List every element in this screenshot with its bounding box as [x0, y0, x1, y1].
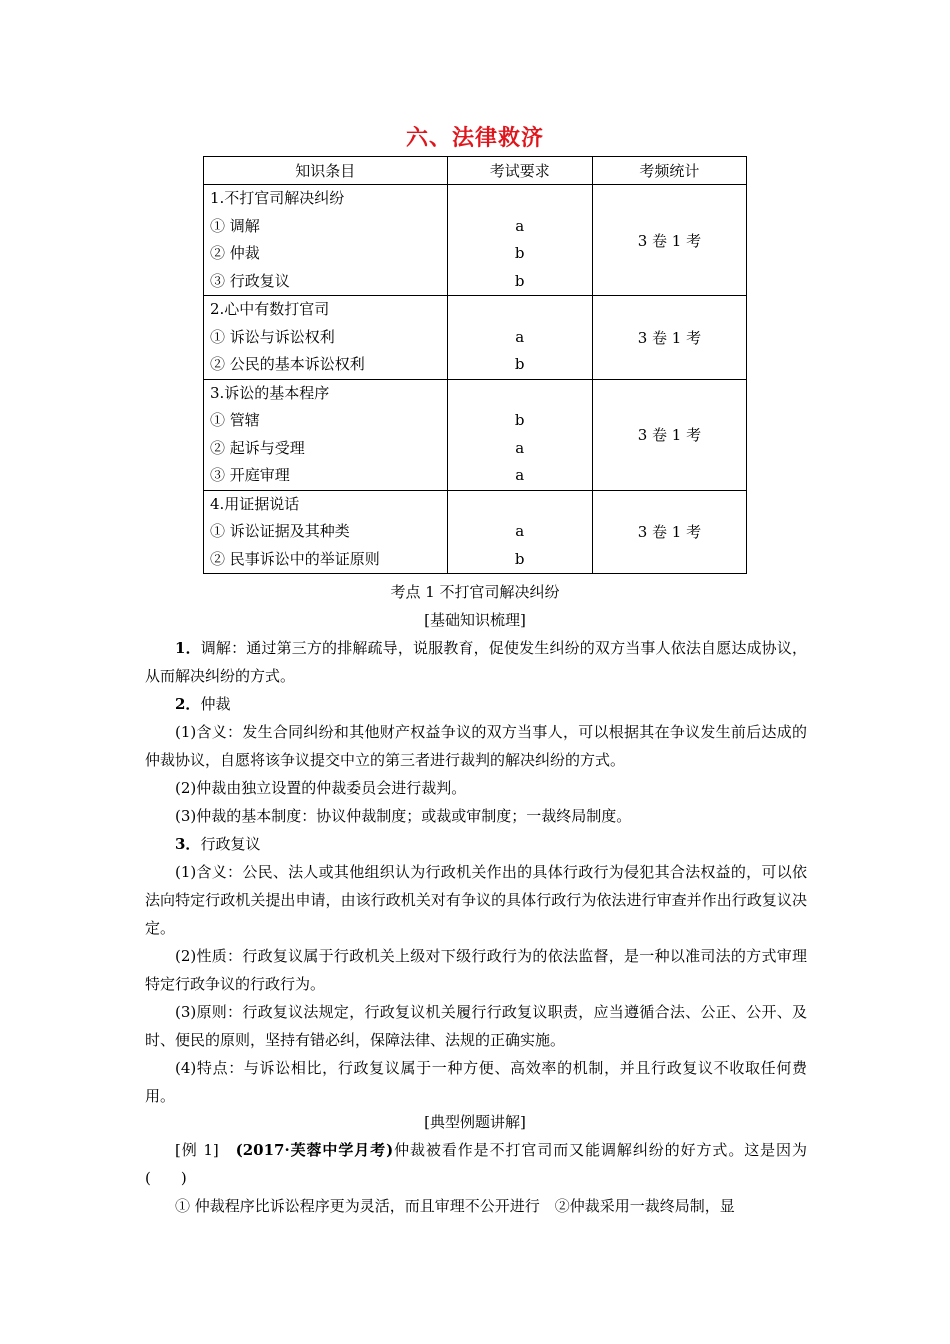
requirement	[448, 380, 592, 408]
header-knowledge: 知识条目	[204, 157, 448, 185]
paragraph-number: 2．	[175, 695, 201, 713]
paragraph-mediation	[145, 634, 807, 690]
requirement: a	[515, 466, 525, 484]
items-cell	[204, 296, 448, 380]
frequency-cell: 3 卷 1 考	[592, 185, 746, 296]
requirement-cell	[447, 185, 592, 296]
section-examples: [典型例题讲解]	[424, 1113, 526, 1131]
example-question	[145, 1136, 807, 1192]
paragraph-text: 行政复议	[200, 835, 261, 853]
table-row	[204, 296, 747, 380]
requirement: a	[515, 522, 525, 540]
requirement: a	[515, 216, 525, 235]
item: ① 调解	[210, 216, 260, 235]
requirement-cell	[447, 490, 592, 574]
paragraph-arbitration-heading	[145, 690, 807, 718]
paragraph-text: 调解：通过第三方的排解疏导，说服教育，促使发生纠纷的双方当事人依法自愿达成协议，从而解决纠纷的方式。	[145, 639, 807, 685]
requirement: b	[514, 244, 525, 262]
paragraph-arbitration-system: (3)仲裁的基本制度：协议仲裁制度；或裁或审制度；一裁终局制度。	[175, 807, 632, 825]
paragraph-review-heading	[145, 830, 807, 858]
requirement: b	[514, 271, 525, 290]
item: ② 民事诉讼中的举证原则	[210, 549, 380, 568]
header-requirement: 考试要求	[447, 157, 592, 185]
item-title: 3.诉讼的基本程序	[210, 383, 330, 402]
item: ② 公民的基本诉讼权利	[210, 355, 365, 373]
item: ① 管辖	[210, 411, 260, 429]
knowledge-table	[203, 156, 747, 574]
item-title: 1.不打官司解决纠纷	[210, 189, 345, 207]
example-label: [例 1]	[175, 1141, 219, 1159]
paragraph-arbitration-committee: (2)仲裁由独立设置的仲裁委员会进行裁判。	[175, 779, 467, 797]
item: ① 诉讼证据及其种类	[210, 522, 350, 540]
paragraph-number: 1．	[175, 639, 201, 657]
requirement: b	[514, 411, 525, 429]
table-row	[204, 185, 747, 296]
requirement-cell	[447, 296, 592, 380]
requirement	[448, 185, 592, 213]
table-row	[204, 490, 747, 574]
example-source: (2017·芙蓉中学月考)	[235, 1141, 394, 1159]
frequency-cell: 3 卷 1 考	[592, 379, 746, 490]
table-header-row	[204, 157, 747, 185]
header-frequency: 考频统计	[592, 157, 746, 185]
kaodian-heading: 考点 1 不打官司解决纠纷	[390, 583, 560, 601]
item: ① 诉讼与诉讼权利	[210, 327, 335, 346]
section-basic-knowledge: [基础知识梳理]	[424, 611, 526, 629]
item: ② 仲裁	[210, 244, 260, 262]
requirement: b	[514, 549, 525, 568]
item: ③ 开庭审理	[210, 466, 290, 484]
frequency-cell: 3 卷 1 考	[592, 296, 746, 380]
requirement	[448, 491, 592, 519]
example-options: ① 仲裁程序比诉讼程序更为灵活，而且审理不公开进行 ②仲裁采用一裁终局制，显	[175, 1197, 735, 1215]
requirement-cell	[447, 379, 592, 490]
requirement: a	[515, 327, 525, 346]
table-row	[204, 379, 747, 490]
items-cell	[204, 379, 448, 490]
paragraph-arbitration-definition: (1)含义：发生合同纠纷和其他财产权益争议的双方当事人，可以根据其在争议发生前后达成的仲裁协议，自愿将该争议提交中立的第三者进行裁判的解决纠纷的方式。	[145, 723, 807, 769]
item-title: 2.心中有数打官司	[210, 300, 330, 318]
frequency-cell: 3 卷 1 考	[592, 490, 746, 574]
items-cell	[204, 490, 448, 574]
paragraph-number: 3．	[175, 835, 201, 853]
paragraph-review-principle: (3)原则：行政复议法规定，行政复议机关履行行政复议职责，应当遵循合法、公正、公开、及时、便民的原则，坚持有错必纠，保障法律、法规的正确实施。	[145, 1003, 807, 1049]
example-text: 仲裁被看作是不打官司而又能调解纠纷的好方式。这是因为( )	[145, 1141, 807, 1187]
item: ② 起诉与受理	[210, 438, 305, 457]
paragraph-review-nature: (2)性质：行政复议属于行政机关上级对下级行政行为的依法监督，是一种以准司法的方式审理特定行政争议的行政行为。	[145, 947, 807, 993]
item-title: 4.用证据说话	[210, 494, 300, 513]
requirement: a	[515, 438, 525, 457]
paragraph-text: 仲裁	[200, 695, 231, 713]
requirement: b	[514, 355, 525, 373]
items-cell	[204, 185, 448, 296]
item: ③ 行政复议	[210, 271, 290, 290]
paragraph-review-feature: (4)特点：与诉讼相比，行政复议属于一种方便、高效率的机制，并且行政复议不收取任何费用。	[145, 1059, 807, 1105]
requirement	[448, 296, 592, 324]
page-title: 六、法律救济	[405, 126, 544, 151]
paragraph-review-definition: (1)含义：公民、法人或其他组织认为行政机关作出的具体行政行为侵犯其合法权益的，可以依法向特定行政机关提出申请，由该行政机关对有争议的具体行政行为依法进行审查并作出行政复议决定。	[145, 863, 807, 937]
